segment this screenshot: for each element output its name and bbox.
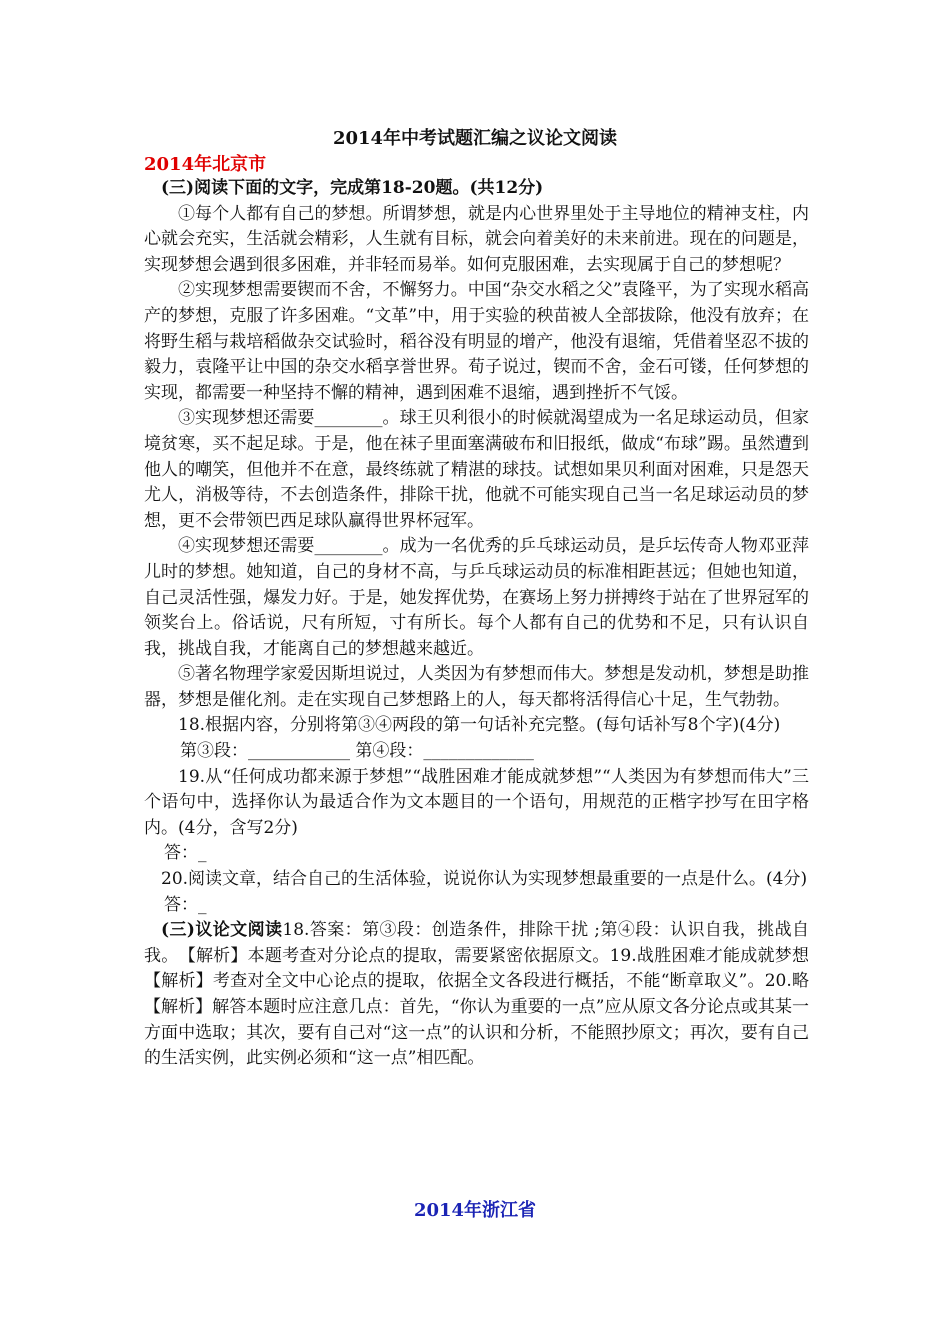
document-body <box>144 176 843 1072</box>
paragraph-4: ④实现梦想还需要________。成为一名优秀的乒乓球运动员，是乒坛传奇人物邓亚萍儿时的梦想。她知道，自己的身材不高，与乒乓球运动员的标准相距甚远；但她也知道，自己灵活性强，爆发力好。于是，她发挥优势，在赛场上努力拼搏终于站在了世界冠军的领奖台上。俗话说，尺有所短，寸有所长。每个人都有自己的优势和不足，只有认识自我，挑战自我，才能离自己的梦想越来越近。 <box>144 536 809 659</box>
section-heading: (三)阅读下面的文字，完成第18-20题。(共12分) <box>161 178 544 198</box>
paragraph-1: ①每个人都有自己的梦想。所谓梦想，就是内心世界里处于主导地位的精神支柱，内心就会充实，生活就会精彩，人生就有目标，就会向着美好的未来前进。现在的问题是，实现梦想会遇到很多困难，并非轻而易举。如何克服困难，去实现属于自己的梦想呢？ <box>144 203 809 275</box>
answer-text: 18.答案：第③段：创造条件，排除干扰 ;第④段：认识自我，挑战自我。 【解析】本题考查对分论点的提取，需要紧密依据原文。19.战胜困难才能成就梦想 【解析】考查对全文中心论点的提取，依据全文各段进行概括，不能“断章取义”。20.略 【解析】解答本题时应注意几点：首先，“你认为重要的一点”应从原文各分论点或其某一方面中选取；其次，要有自己对“这一点”的认识和分析，不能照抄原文；再次，要有自己的生活实例，此实例必须和“这一点”相匹配。 <box>144 920 843 1069</box>
question-19: 19.从“任何成功都来源于梦想”“战胜困难才能成就梦想”“人类因为有梦想而伟大”三个语句中，选择你认为最适合作为文本题目的一个语句，用规范的正楷字抄写在田字格内。(4分，含写2分) <box>144 766 809 838</box>
answer-label-20: 答：_ <box>164 894 207 915</box>
region-heading-beijing: 2014年北京市 <box>144 154 267 175</box>
paragraph-3: ③实现梦想还需要________。球王贝利很小的时候就渴望成为一名足球运动员，但家境贫寒，买不起足球。于是，他在袜子里面塞满破布和旧报纸，做成“布球”踢。虽然遭到他人的嘲笑，但他并不在意，最终练就了精湛的球技。试想如果贝利面对困难，只是怨天尤人，消极等待，不去创造条件，排除干扰，他就不可能实现自己当一名足球运动员的梦想，更不会带领巴西足球队赢得世界杯冠军。 <box>144 408 809 531</box>
question-20: 20.阅读文章，结合自己的生活体验，说说你认为实现梦想最重要的一点是什么。(4分) <box>161 869 808 890</box>
paragraph-2: ②实现梦想需要锲而不舍，不懈努力。中国“杂交水稻之父”袁隆平，为了实现水稻高产的梦想，克服了许多困难。“文革”中，用于实验的秧苗被人全部拔除，他没有放弃；在将野生稻与栽培稻做杂交试验时，稻谷没有明显的增产，他没有退缩，凭借着坚忍不拔的毅力，袁隆平让中国的杂交水稻享誉世界。荀子说过，锲而不舍，金石可镂，任何梦想的实现，都需要一种坚持不懈的精神，遇到困难不退缩，遇到挫折不气馁。 <box>144 280 809 403</box>
question-18: 18.根据内容，分别将第③④两段的第一句话补充完整。(每句话补写8个字)(4分) <box>178 715 781 736</box>
page-title: 2014年中考试题汇编之议论文阅读 <box>332 128 618 149</box>
region-heading-zhejiang: 2014年浙江省 <box>413 1200 537 1221</box>
question-18-blanks: 第③段：____________ 第④段：_____________ <box>180 741 534 762</box>
paragraph-5: ⑤著名物理学家爱因斯坦说过，人类因为有梦想而伟大。梦想是发动机，梦想是助推器，梦想是催化剂。走在实现自己梦想路上的人，每天都将活得信心十足，生气勃勃。 <box>144 664 809 710</box>
answer-heading: (三)议论文阅读 <box>161 920 283 941</box>
answer-label-19: 答：_ <box>164 843 207 864</box>
answer-block <box>144 918 843 1072</box>
